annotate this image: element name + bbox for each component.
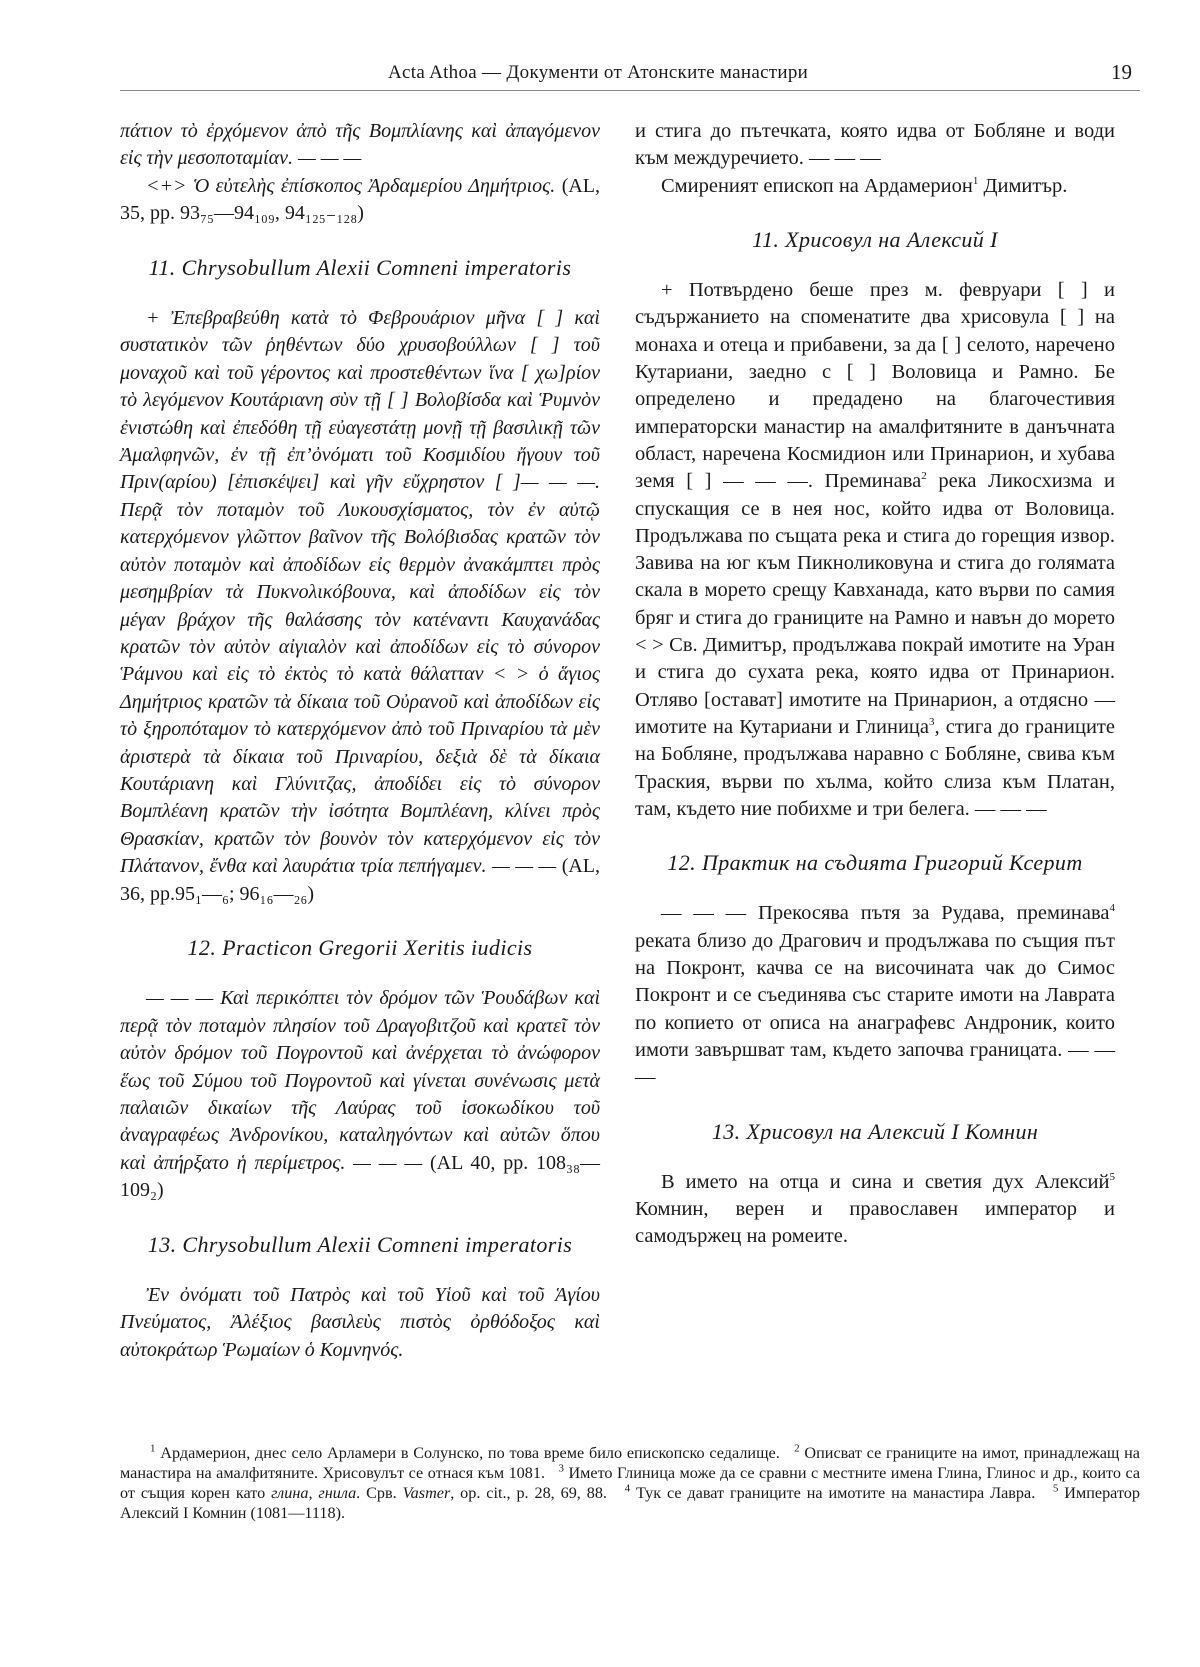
bulgarian-section-11-body-b: река Ликосхизма и спускащия се в нея нос, който идва от Воловица. Продължава по същата река и стига до горещия извор. Завива на юг към Пикноликовуна и стига до голямата скала в морето срещу Кавханада, като върви по самия бряг и стига до границите на Рамно и навън до морето < > Св. Димитър, продължава покрай имотите на Уран и стига до сухата река, която идва от Принарион. Отляво [остават] имотите на Принарион, а отдясно — имотите на Кутариани и Глиница [635,470,1115,738]
greek-section-12-body: — — — Καὶ περικόπτει τὸν δρόμον τῶν Ῥουδάβων καὶ περᾷ τὸν ποταμὸν πλησίον τοῦ Δραγοβιτζοῦ καὶ κρατεῖ τὸν αὐτὸν δρόμον τοῦ Πογροντοῦ καὶ ἀνέρχεται τὸ ἀνώφορον ἕως τοῦ Σύμου τοῦ Πογροντοῦ καὶ γίνεται συνένωσις μετὰ παλαιῶν δικαίων τῆς Λαύρας τοῦ ἰσοκωδίκου τοῦ ἀναγραφέως Ἀνδρονίκου, καταληγόντων καὶ αὐτῶν ὅπου καὶ ἀπήρξατο ἡ περίμετρος. — — — [120,987,600,1174]
greek-intro-reference: (AL, 35, pp. 93₇₅—94₁₀₉, 94₁₂₅₋₁₂₈) [120,174,601,225]
bulgarian-section-12-title: 12. Практик на съдията Григорий Ксерит [667,850,1083,876]
footnote-5: Император Алексий I Комнин (1081—1118). [120,1484,1140,1522]
greek-signature: <+> Ὁ εὐτελὴς ἐπίσκοπος Ἀρδαμερίου Δημήτριος. [146,174,556,197]
bulgarian-signature-name: Димитър. [978,174,1068,197]
bulgarian-section-11-text [635,277,1115,823]
greek-section-13-text: Ἐν ὀνόματι τοῦ Πατρὸς καὶ τοῦ Υἱοῦ καὶ τοῦ Ἁγίου Πνεύματος, Ἀλέξιος βασιλεὺς πιστὸς ὀρθόδοξος καὶ αὐτοκράτωρ Ῥωμαίων ὁ Κομνηνός. [120,1284,600,1361]
spacer [120,1258,600,1282]
bulgarian-section-12-body-a: — — — Прекосява пътя за Рудава, преминава [661,902,1110,925]
bulgarian-section-12-body-b: реката близо до Драгович и продължава по същия път на Покронт, качва се на височината чак до Симос Покронт и се съединява със старите имоти на Лаврата по копието от описа на анаграфевс Андроник, които имоти завършват там, където започва границата. — — — [635,929,1115,1089]
greek-intro-text: πάτιον τὸ ἐρχόμενον ἀπὸ τῆς Βομπλίανης καὶ ἀπαγόμενον εἰς τὴν μεσοποταμίαν. — — — [120,120,600,170]
bulgarian-section-11-title: 11. Хрисовул на Алексий I [752,226,998,252]
footnote-mark-4: 4 [624,1482,631,1495]
footnote-ref-5: 5 [1109,1170,1115,1183]
running-title: Acta Athoa — Документи от Атонските манастири [388,62,809,83]
spacer [120,1205,600,1231]
spacer [635,1145,1115,1169]
spacer [635,876,1115,900]
footnote-mark-3: 3 [558,1462,564,1475]
greek-section-11-title: 11. Chrysobullum Alexii Comneni imperatoris [148,254,572,280]
footnote-3b: . Срв. [356,1484,403,1502]
footnote-mark-2: 2 [794,1442,800,1455]
running-header [120,60,1140,91]
spacer [120,281,600,305]
bulgarian-section-12-text [635,900,1115,1091]
bulgarian-section-13-text [635,1169,1115,1251]
bulgarian-section-13-title: 13. Хрисовул на Алексий I Комнин [711,1118,1039,1144]
footnote-mark-1: 1 [150,1442,156,1455]
greek-section-11-reference: (AL, 36, pp.95₁—₆; 96₁₆—₂₆) [120,855,601,905]
greek-column [120,118,600,1364]
footnote-2: Описват се границите на имот, принадлежащ на манастира на амалфитяните. Хрисовулът се отнася към 1081. [120,1444,1140,1482]
spacer [120,961,600,985]
footnote-block [120,1443,1140,1523]
greek-section-11-text [120,305,600,908]
footnote-ref-2: 2 [921,470,927,483]
footnote-1: Ардамерион, днес село Арламери в Солунско, по това време било епископско седалище. [155,1444,780,1462]
footnote-3a: Името Глиница може да се сравни с местните имена Глина, Глинос и др., които са от същия корен като [120,1464,1141,1502]
spacer [120,908,600,934]
footnote-3-glina: глина, гнила [271,1484,357,1502]
footnote-3c: , op. cit., p. 28, 69, 88. [450,1484,607,1502]
bulgarian-intro-text: и стига до пътечката, която идва от Бобляне и води към междуречието. — — — [635,120,1115,170]
bulgarian-signature: Смиреният епископ на Ардамерион [661,174,973,197]
footnote-ref-4: 4 [1109,902,1115,915]
greek-section-12-reference: (AL 40, pp. 108₃₈—109₂) [120,1151,600,1202]
spacer [635,200,1115,226]
bulgarian-section-11-body-a: + Потвърдено беше през м. февруари [ ] и съдържанието на споменатите два хрисовула [ ] на монаха и отеца и прибавени, за да [ ] селото, наречено Кутариани, заедно с [ ] Воловица и Рамно. Бе определено и предадено на благочестивия императорски манастир на амалфитяните в данъчната област, наречена Космидион или Принарион, и хубава земя [ ] — — —. Преминава [635,279,1115,493]
spacer [635,253,1115,277]
bulgarian-section-11-body-c: , стига до границите на Бобляне, продължава наравно с Бобляне, свива към Траския, върви по хълма, който слиза към Платан, там, където ние побихме и три белега. — — — [635,715,1115,820]
spacer [635,1092,1115,1118]
bulgarian-section-13-body-b: Комнин, верен и православен император и самодържец на ромеите. [635,1198,1115,1248]
footnote-4: Тук се дават границите на имотите на манастира Лавра. [630,1484,1036,1502]
greek-section-13-title: 13. Chrysobullum Alexii Comneni imperatoris [147,1231,573,1257]
page-number: 19 [1111,60,1132,84]
footnote-ref-3: 3 [929,716,935,729]
footnote-mark-5: 5 [1052,1482,1059,1495]
footnote-3-vasmer: Vasmer [402,1484,451,1502]
spacer [635,823,1115,849]
bulgarian-section-13-body-a: В името на отца и сина и светия дух Алексий [661,1170,1110,1193]
bulgarian-intro-sign [635,173,1115,200]
spacer [120,228,600,254]
greek-section-11-body: + Ἐπεβραβεύθη κατὰ τὸ Φεβρουάριον μῆνα [ ] καὶ συστατικὸν τῶν ῥηθέντων δύο χρυσοβούλλων [ ] τοῦ μοναχοῦ καὶ τοῦ γέροντος καὶ προστεθέντων ἵνα [ χω]ρίον τὸ λεγόμενον Κουτάριανη σὺν τῇ [ ] Βολοβίσδα καὶ Ῥυμνὸν ἐνιστώθη καὶ ἐπεδόθη τῇ εὐαγεστάτῃ μονῇ τῇ βασιλικῇ τῶν Ἀμαλφηνῶν, ἐν τῇ ἐπ’ὀνόματι τοῦ Κοσμιδίου ἤγουν τοῦ Πριν(αρίου) [ἐπισκέψει] καὶ γῆν εὔχρηστον [ ]— — —. Περᾷ τὸν ποταμὸν τοῦ Λυκουσχίσματος, τὸν ἐν αὐτῷ κατερχόμενον γλῶττον βαῖνον τῆς Βολόβισδας κρατῶν τὸν αὐτὸν ποταμὸν καὶ ἀποδίδων εἰς θερμὸν ἀνακάμπτει πρὸς μεσημβρίαν τὰ Πυκνολικόβουνα, καὶ ἀποδίδων εἰς τὸν μέγαν βράχον τῆς θαλάσσης τὸν κατέναντι Καυχανάδας κρατῶν τὸν αὐτὸν αἰγιαλὸν καὶ ἀποδίδων εἰς τὸ σύνορον Ῥάμνου καὶ εἰς τὸ ἐκτὸς τὸ κατὰ θάλατταν < > ὁ ἅγιος Δημήτριος κρατῶν τὰ δίκαια τοῦ Οὐρανοῦ καὶ ἀποδίδων εἰς τὸ ξηροπόταμον τὸ κατερχόμενον ἀπὸ τοῦ Πριναρίου τὰ μὲν ἀριστερὰ τὰ δίκαια τοῦ Πριναρίου, δεξιὰ δὲ τὰ δίκαια Κουτάριανη καὶ Γλύνιτζας, ἀποδίδει εἰς τὸ σύνορον Βομπλέανη κρατῶν τὴν ἰσότητα Βομπλέανη, κλίνει πρὸς Θρασκίαν, κρατῶν τὸν βουνὸν τὸν κατερχόμενον εἰς τὸν Πλάτανον, ἔνθα καὶ λαυράτια τρία πεπήγαμεν. — — — [120,307,600,878]
footnotes [120,1443,1140,1523]
greek-intro-sign [120,173,600,228]
footnote-ref-1: 1 [972,174,979,187]
bulgarian-column [635,118,1115,1251]
greek-section-12-title: 12. Practicon Gregorii Xeritis iudicis [187,934,533,960]
greek-section-12-text [120,985,600,1204]
